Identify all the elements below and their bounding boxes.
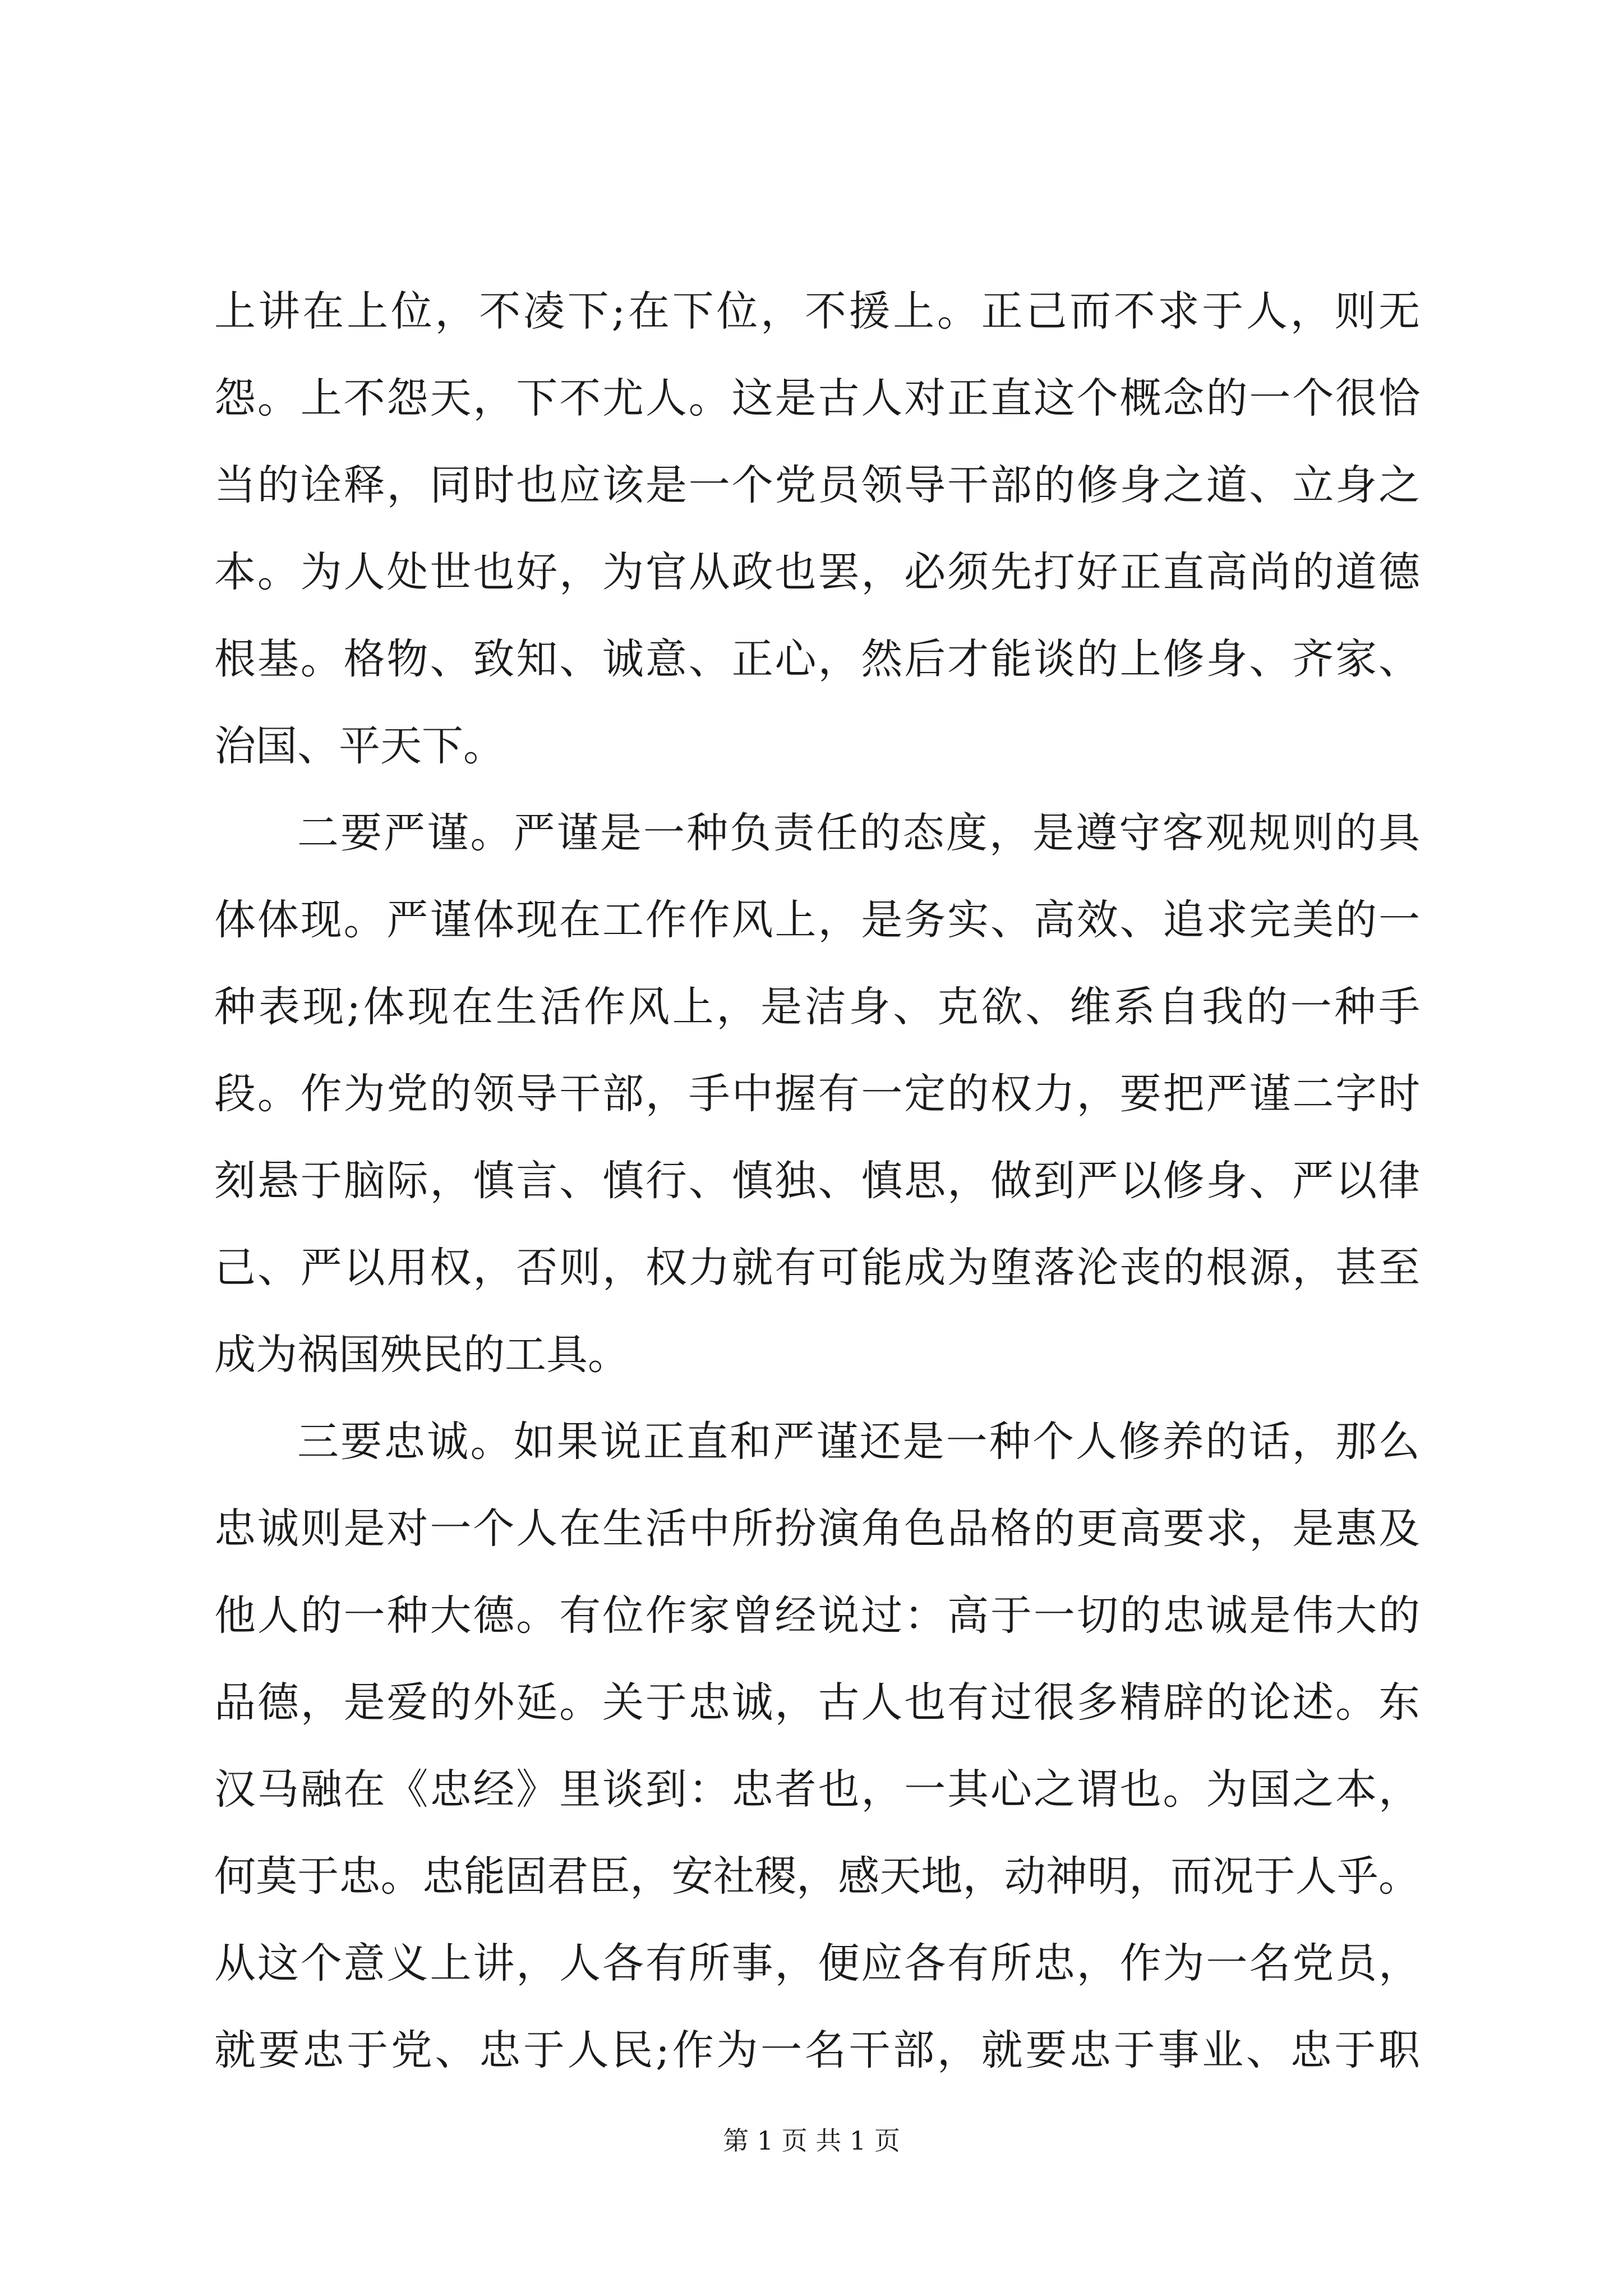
text-line: 成为祸国殃民的工具。 xyxy=(214,1331,629,1379)
paragraph xyxy=(214,1398,1420,2094)
text-line: 体体现。严谨体现在工作作风上，是务实、高效、追求完美的一 xyxy=(214,896,1420,944)
text-line: 上讲在上位，不凌下;在下位，不援上。正己而不求于人，则无 xyxy=(214,287,1420,335)
text-line: 己、严以用权，否则，权力就有可能成为堕落沦丧的根源，甚至 xyxy=(214,1244,1420,1292)
paragraph xyxy=(214,790,1420,1398)
page-footer: 第 1 页 共 1 页 xyxy=(723,2125,900,2156)
text-line: 根基。格物、致知、诚意、正心，然后才能谈的上修身、齐家、 xyxy=(214,635,1420,683)
text-line: 段。作为党的领导干部，手中握有一定的权力，要把严谨二字时 xyxy=(214,1070,1420,1118)
text-line: 三要忠诚。如果说正直和严谨还是一种个人修养的话，那么 xyxy=(297,1418,1420,1466)
text-line: 怨。上不怨天，下不尤人。这是古人对正直这个概念的一个很恰 xyxy=(214,374,1420,422)
text-line: 汉马融在《忠经》里谈到：忠者也，一其心之谓也。为国之本， xyxy=(214,1765,1420,1814)
text-line: 何莫于忠。忠能固君臣，安社稷，感天地，动神明，而况于人乎。 xyxy=(214,1852,1420,1901)
text-line: 他人的一种大德。有位作家曾经说过：高于一切的忠诚是伟大的 xyxy=(214,1591,1420,1640)
text-line: 种表现;体现在生活作风上，是洁身、克欲、维系自我的一种手 xyxy=(214,983,1420,1031)
body-text xyxy=(214,268,1420,2094)
text-line: 治国、平天下。 xyxy=(214,722,505,770)
text-line: 本。为人处世也好，为官从政也罢，必须先打好正直高尚的道德 xyxy=(214,548,1420,596)
paragraph xyxy=(214,268,1420,790)
text-line: 忠诚则是对一个人在生活中所扮演角色品格的更高要求，是惠及 xyxy=(214,1504,1420,1553)
text-line: 从这个意义上讲，人各有所事，便应各有所忠，作为一名党员， xyxy=(214,1939,1420,1987)
text-line: 刻悬于脑际，慎言、慎行、慎独、慎思，做到严以修身、严以律 xyxy=(214,1157,1420,1205)
text-line: 就要忠于党、忠于人民;作为一名干部，就要忠于事业、忠于职 xyxy=(214,2026,1420,2074)
text-line: 当的诠释，同时也应该是一个党员领导干部的修身之道、立身之 xyxy=(214,461,1420,509)
text-line: 二要严谨。严谨是一种负责任的态度，是遵守客观规则的具 xyxy=(297,809,1420,857)
text-line: 品德，是爱的外延。关于忠诚，古人也有过很多精辟的论述。东 xyxy=(214,1678,1420,1727)
